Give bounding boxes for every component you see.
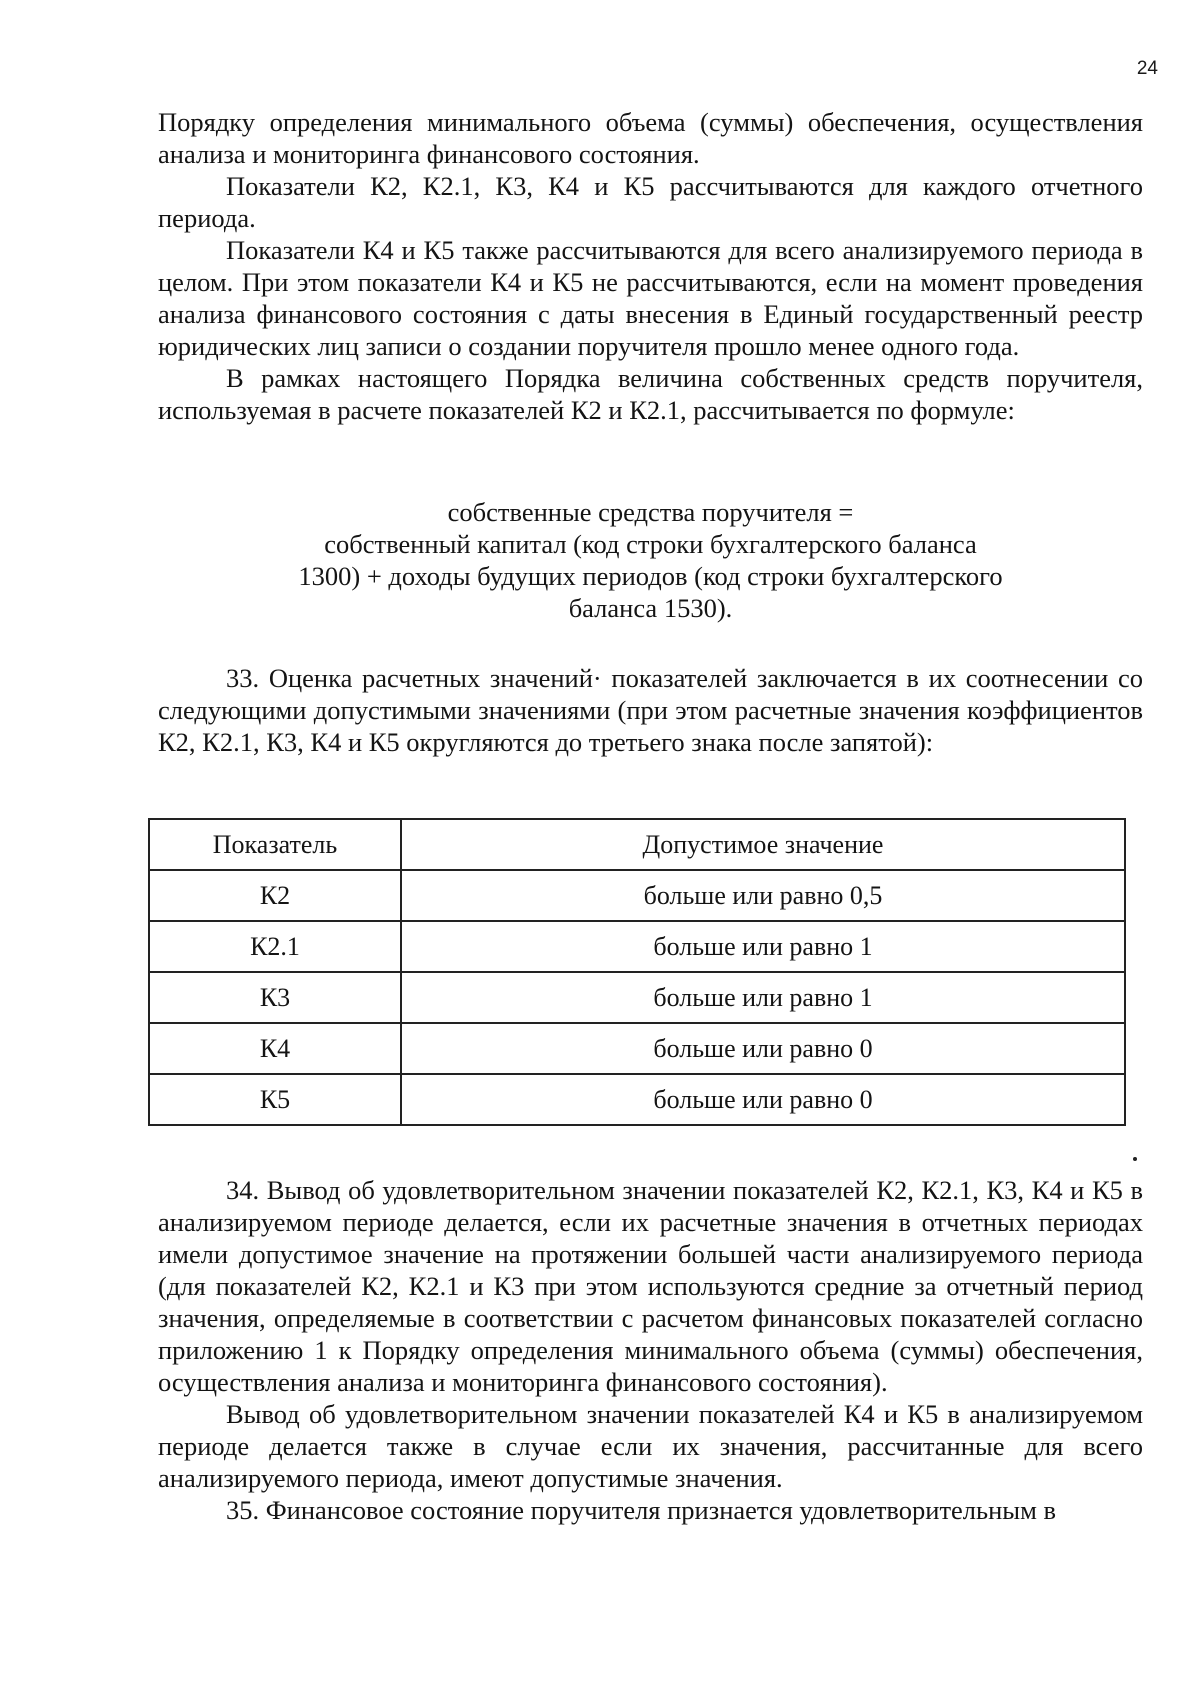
own-funds-formula bbox=[158, 496, 1143, 624]
indicator-cell: К2 bbox=[149, 870, 401, 921]
paragraph-own-funds-intro: В рамках настоящего Порядка величина собственных средств поручителя, используемая в расчете показателей К2 и К2.1, рассчитывается по формуле: bbox=[158, 363, 1143, 425]
table-row bbox=[149, 921, 1125, 972]
table-row bbox=[149, 870, 1125, 921]
indicator-cell: К5 bbox=[149, 1074, 401, 1125]
intro-text bbox=[158, 106, 1143, 426]
scan-artifact-dot bbox=[1133, 1157, 1137, 1161]
indicator-cell: К3 bbox=[149, 972, 401, 1023]
page-number: 24 bbox=[1136, 58, 1158, 79]
formula-line: собственные средства поручителя = bbox=[447, 497, 854, 527]
formula-line: баланса 1530). bbox=[568, 593, 733, 623]
value-cell: больше или равно 1 bbox=[401, 972, 1125, 1023]
formula-line: собственный капитал (код строки бухгалтерского баланса bbox=[324, 529, 977, 559]
section-34-text: 34. Вывод об удовлетворительном значении показателей К2, К2.1, К3, К4 и К5 в анализируемом периоде делается, если их расчетные значения в отчетных периодах имели допустимое значение на протяжении большей части анализируемого периода (для показателей К2, К2.1 и К3 при этом используются средние за отчетный период значения, определяемые в соответствии с расчетом финансовых показателей согласно приложению 1 к Порядку определения минимального объема (суммы) обеспечения, осуществления анализа и мониторинга финансового состояния). bbox=[158, 1175, 1143, 1397]
paragraph-k4-k5-whole-period: Показатели К4 и К5 также рассчитываются для всего анализируемого периода в целом. При этом показатели К4 и К5 не рассчитываются, если на момент проведения анализа финансового состояния с даты внесения в Единый государственный реестр юридических лиц записи о создании поручителя прошло менее одного года. bbox=[158, 235, 1143, 361]
section-33-text: 33. Оценка расчетных значений· показателей заключается в их соотнесении со следующими допустимыми значениями (при этом расчетные значения коэффициентов К2, К2.1, К3, К4 и К5 округляются до третьего знака после запятой): bbox=[158, 663, 1143, 757]
table-row bbox=[149, 972, 1125, 1023]
permissible-values-table bbox=[148, 818, 1126, 1126]
header-indicator: Показатель bbox=[149, 819, 401, 870]
value-cell: больше или равно 0 bbox=[401, 1023, 1125, 1074]
value-cell: больше или равно 1 bbox=[401, 921, 1125, 972]
paragraph-continuation: Порядку определения минимального объема (суммы) обеспечения, осуществления анализа и мониторинга финансового состояния. bbox=[158, 107, 1143, 169]
table-row bbox=[149, 1074, 1125, 1125]
paragraph-indicators-each-period: Показатели К2, К2.1, К3, К4 и К5 рассчитываются для каждого отчетного периода. bbox=[158, 171, 1143, 233]
formula-line: 1300) + доходы будущих периодов (код строки бухгалтерского bbox=[298, 561, 1003, 591]
value-cell: больше или равно 0,5 bbox=[401, 870, 1125, 921]
header-permissible-value: Допустимое значение bbox=[401, 819, 1125, 870]
section-34-k4-k5-text: Вывод об удовлетворительном значении показателей К4 и К5 в анализируемом периоде делается также в случае если их значения, рассчитанные для всего анализируемого периода, имеют допустимые значения. bbox=[158, 1399, 1143, 1493]
section-34 bbox=[158, 1174, 1143, 1526]
table-header-row bbox=[149, 819, 1125, 870]
table-row bbox=[149, 1023, 1125, 1074]
indicator-cell: К2.1 bbox=[149, 921, 401, 972]
section-35-text: 35. Финансовое состояние поручителя признается удовлетворительным в bbox=[226, 1495, 1056, 1525]
value-cell: больше или равно 0 bbox=[401, 1074, 1125, 1125]
section-33 bbox=[158, 662, 1143, 758]
indicator-cell: К4 bbox=[149, 1023, 401, 1074]
